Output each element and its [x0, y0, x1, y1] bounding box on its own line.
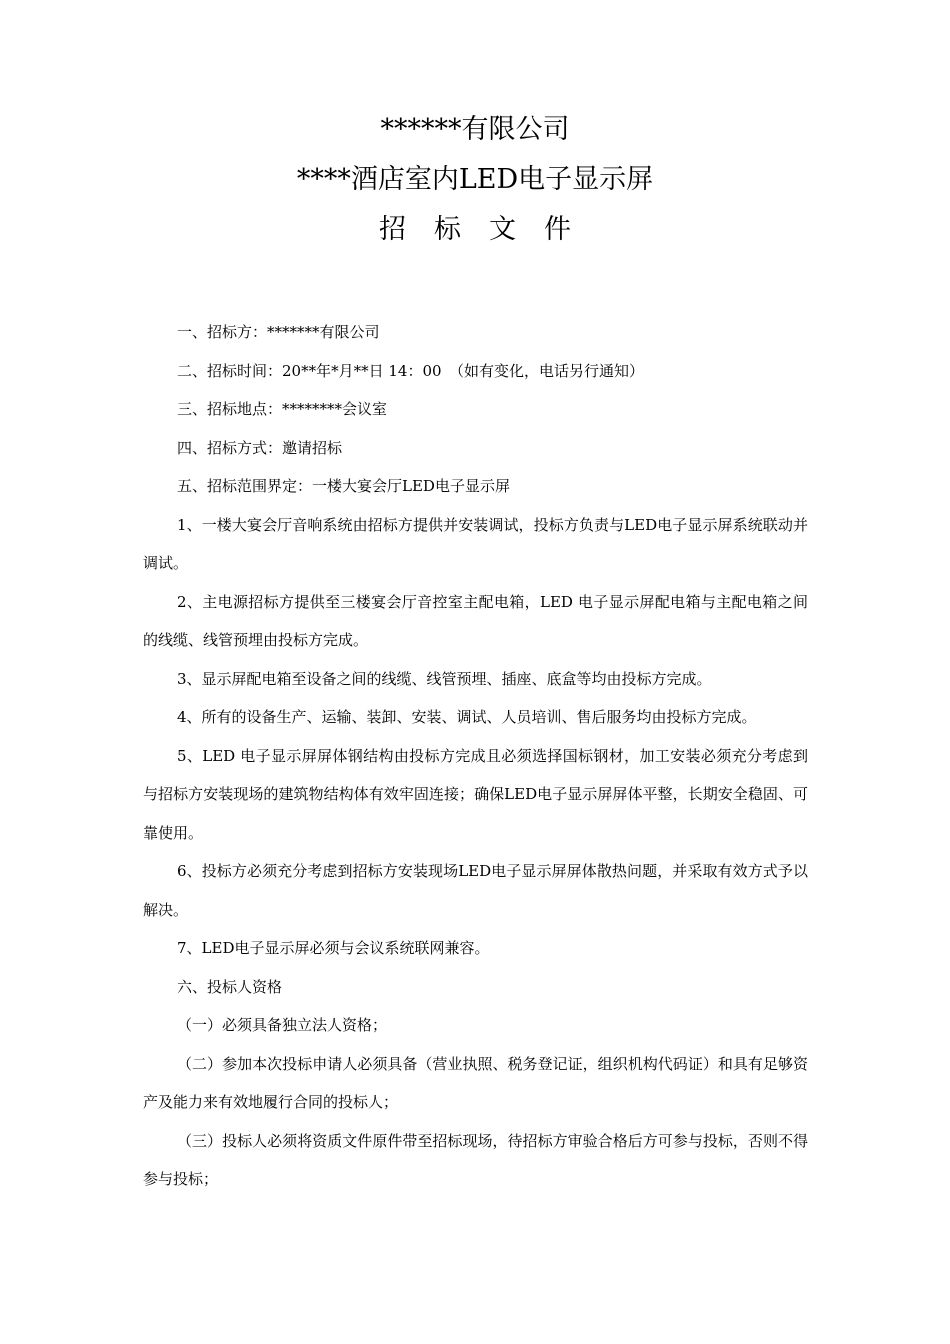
- scope-item-3: 3、显示屏配电箱至设备之间的线缆、线管预埋、插座、底盒等均由投标方完成。: [177, 669, 712, 688]
- document-body: [143, 313, 808, 1199]
- scope-item-5: 5、LED 电子显示屏屏体钢结构由投标方完成且必须选择国标钢材，加工安装必须充分考虑到与招标方安装现场的建筑物结构体有效牢固连接；确保LED电子显示屏屏体平整，长期安全稳固、可靠使用。: [143, 746, 808, 842]
- document-type-title: 招标文件: [379, 214, 599, 245]
- company-title: ******有限公司: [380, 114, 570, 145]
- section-bidder: 一、招标方：*******有限公司: [177, 323, 380, 341]
- qualification-item-3: （三）投标人必须将资质文件原件带至招标现场，待招标方审验合格后方可参与投标，否则不得参与投标；: [143, 1131, 808, 1188]
- section-bid-scope: 五、招标范围界定：一楼大宴会厅LED电子显示屏: [177, 477, 510, 495]
- scope-item-2: 2、主电源招标方提供至三楼宴会厅音控室主配电箱，LED 电子显示屏配电箱与主配电箱之间的线缆、线管预埋由投标方完成。: [143, 592, 808, 649]
- section-bidder-qualification: 六、投标人资格: [177, 977, 283, 996]
- scope-item-1: 1、一楼大宴会厅音响系统由招标方提供并安装调试，投标方负责与LED电子显示屏系统联动并调试。: [143, 515, 808, 572]
- scope-item-6: 6、投标方必须充分考虑到招标方安装现场LED电子显示屏屏体散热问题，并采取有效方式予以解决。: [143, 862, 808, 919]
- qualification-item-1: （一）必须具备独立法人资格；: [177, 1016, 388, 1034]
- scope-item-4: 4、所有的设备生产、运输、装卸、安装、调试、人员培训、售后服务均由投标方完成。: [177, 708, 757, 726]
- section-bid-time: 二、招标时间：20**年*月**日 14：00 （如有变化，电话另行通知）: [177, 361, 645, 380]
- qualification-item-2: （二）参加本次投标申请人必须具备（营业执照、税务登记证，组织机构代码证）和具有足够资产及能力来有效地履行合同的投标人；: [143, 1054, 808, 1111]
- project-title: ****酒店室内LED电子显示屏: [296, 164, 654, 195]
- section-bid-method: 四、招标方式：邀请招标: [177, 438, 343, 457]
- section-bid-location: 三、招标地点：********会议室: [177, 400, 388, 418]
- scope-item-7: 7、LED电子显示屏必须与会议系统联网兼容。: [177, 939, 490, 957]
